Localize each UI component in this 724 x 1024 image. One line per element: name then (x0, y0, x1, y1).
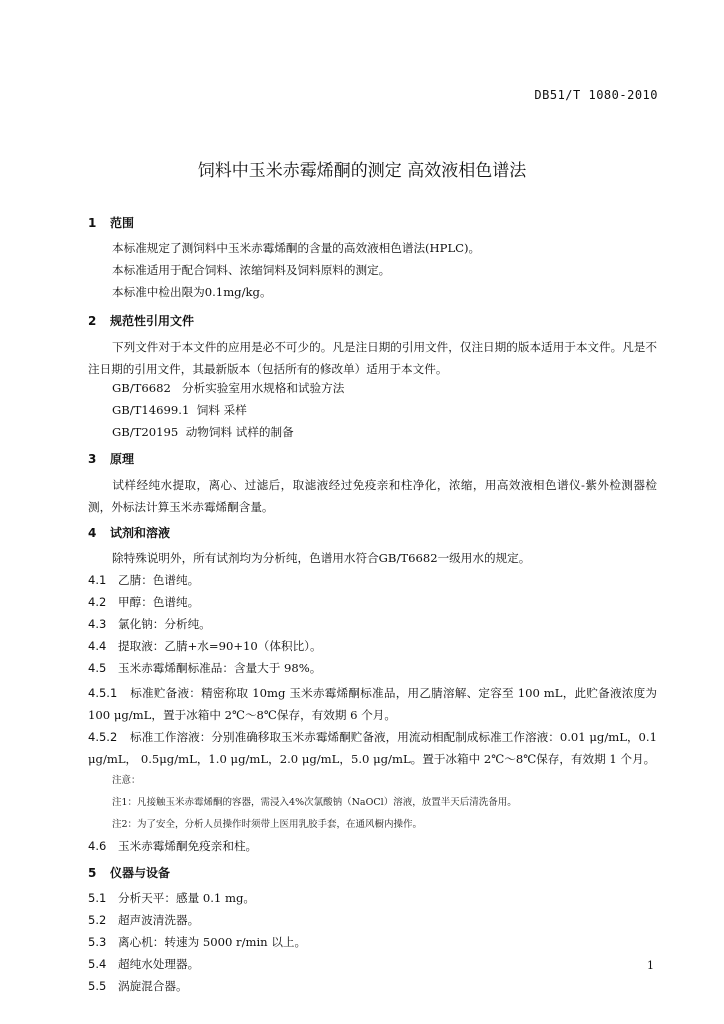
document-title: 饲料中玉米赤霉烯酮的测定 高效液相色谱法 (197, 161, 527, 181)
clause-number: 4.5.2 (88, 730, 118, 744)
section-4-heading (88, 524, 170, 541)
section-number: 4 (88, 526, 97, 540)
page-number: 1 (647, 959, 654, 972)
clause-number: 4.5.1 (88, 686, 118, 700)
clause-number: 5.4 (88, 957, 107, 971)
clause-4-5-2 (88, 726, 657, 770)
reference-title: 动物饲料 试样的制备 (185, 425, 294, 439)
clause-4-2 (88, 594, 199, 610)
clause-text: 标准贮备液：精密称取 10mg 玉米赤霉烯酮标准品，用乙腈溶解、定容至 100 mL，此贮备液浓度为 100 μg/mL，置于冰箱中 2℃～8℃保存，有效期 6 个月。 (88, 686, 657, 722)
clause-4-5 (88, 660, 321, 676)
clause-number: 4.1 (88, 573, 107, 587)
section-title: 试剂和溶液 (110, 526, 171, 540)
clause-5-5 (88, 978, 188, 994)
section-title: 范围 (110, 216, 135, 230)
section-title: 规范性引用文件 (110, 314, 195, 328)
paragraph: 本标准规定了测饲料中玉米赤霉烯酮的含量的高效液相色谱法(HPLC)。 (112, 241, 481, 255)
clause-4-5-1 (88, 682, 657, 726)
clause-text: 分析天平：感量 0.1 mg。 (118, 891, 255, 905)
clause-5-1 (88, 890, 255, 906)
paragraph (88, 336, 657, 380)
section-3-heading (88, 450, 134, 467)
clause-number: 5.2 (88, 913, 107, 927)
clause-text: 离心机：转速为 5000 r/min 以上。 (118, 935, 307, 949)
reference-title: 分析实验室用水规格和试验方法 (182, 381, 345, 395)
clause-5-4 (88, 956, 199, 972)
clause-number: 4.2 (88, 595, 107, 609)
clause-number: 4.6 (88, 839, 107, 853)
clause-text: 玉米赤霉烯酮标准品：含量大于 98%。 (118, 661, 322, 675)
section-1-heading (88, 214, 134, 231)
reference-title: 饲料 采样 (196, 403, 247, 417)
reference-code: GB/T14699.1 (112, 403, 190, 417)
clause-text: 甲醇：色谱纯。 (118, 595, 200, 609)
paragraph: 除特殊说明外，所有试剂均为分析纯，色谱用水符合GB/T6682一级用水的规定。 (112, 551, 531, 565)
clause-4-6 (88, 838, 257, 854)
clause-number: 4.3 (88, 617, 107, 631)
section-5-heading (88, 864, 170, 881)
section-number: 5 (88, 866, 97, 880)
clause-number: 4.5 (88, 661, 107, 675)
section-title: 原理 (110, 452, 135, 466)
clause-4-3 (88, 616, 211, 632)
clause-4-1 (88, 572, 199, 588)
clause-text: 超纯水处理器。 (118, 957, 200, 971)
clause-number: 5.3 (88, 935, 107, 949)
clause-4-4 (88, 638, 322, 654)
paragraph (88, 474, 657, 518)
paragraph-text: 试样经纯水提取，离心、过滤后，取滤液经过免疫亲和柱净化，浓缩，用高效液相色谱仪-紫外检测器检测，外标法计算玉米赤霉烯酮含量。 (88, 478, 657, 514)
clause-text: 标准工作溶液：分别准确移取玉米赤霉烯酮贮备液，用流动相配制成标准工作溶液：0.01 μg/mL，0.1 μg/mL， 0.5μg/mL，1.0 μg/mL，2.0 μg/mL，5.0 μg/mL。置于冰箱中 2℃～8℃保存，有效期 1 个月。 (88, 730, 657, 766)
clause-5-3 (88, 934, 306, 950)
section-number: 3 (88, 452, 97, 466)
clause-number: 5.1 (88, 891, 107, 905)
clause-number: 5.5 (88, 979, 107, 993)
clause-number: 4.4 (88, 639, 107, 653)
note-2: 注2：为了安全，分析人员操作时须带上医用乳胶手套，在通风橱内操作。 (112, 819, 423, 830)
section-number: 2 (88, 314, 97, 328)
clause-text: 提取液：乙腈+水=90+10（体积比）。 (118, 639, 322, 653)
section-title: 仪器与设备 (110, 866, 171, 880)
clause-text: 玉米赤霉烯酮免疫亲和柱。 (118, 839, 258, 853)
reference-code: GB/T20195 (112, 425, 179, 439)
document-number: DB51/T 1080-2010 (534, 88, 658, 102)
clause-5-2 (88, 912, 199, 928)
section-2-heading (88, 312, 194, 329)
note-1: 注1：凡接触玉米赤霉烯酮的容器，需浸入4%次氯酸钠（NaOCl）溶液，放置半天后清洗备用。 (112, 797, 517, 808)
paragraph: 本标准中检出限为0.1mg/kg。 (112, 285, 272, 299)
note-label: 注意： (112, 775, 141, 786)
clause-text: 乙腈：色谱纯。 (118, 573, 200, 587)
reference-item (112, 380, 344, 396)
reference-item (112, 424, 294, 440)
reference-item (112, 402, 247, 418)
paragraph-text: 下列文件对于本文件的应用是必不可少的。凡是注日期的引用文件，仅注日期的版本适用于本文件。凡是不注日期的引用文件，其最新版本（包括所有的修改单）适用于本文件。 (88, 340, 657, 376)
section-number: 1 (88, 216, 97, 230)
reference-code: GB/T6682 (112, 381, 171, 395)
paragraph: 本标准适用于配合饲料、浓缩饲料及饲料原料的测定。 (112, 263, 391, 277)
clause-text: 超声波清洗器。 (118, 913, 200, 927)
clause-text: 氯化钠：分析纯。 (118, 617, 211, 631)
clause-text: 涡旋混合器。 (118, 979, 188, 993)
